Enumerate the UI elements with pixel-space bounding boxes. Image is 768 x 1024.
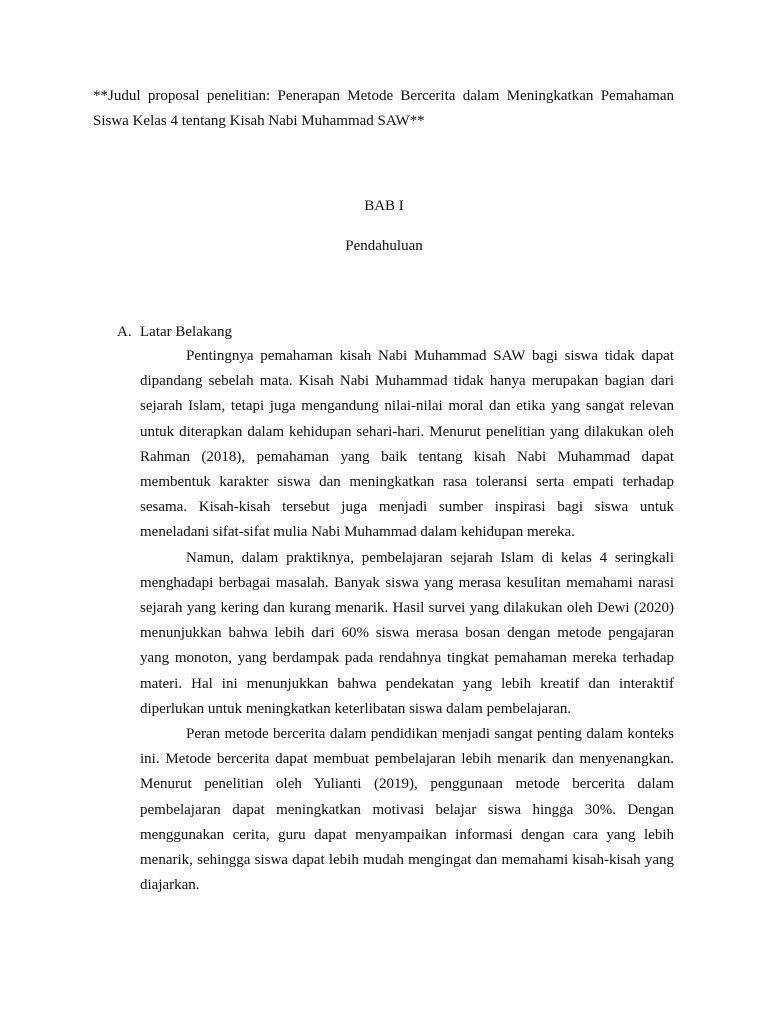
- section-heading-text: Latar Belakang: [140, 324, 233, 340]
- paragraph: Namun, dalam praktiknya, pembelajaran sejarah Islam di kelas 4 seringkali menghadapi berbagai masalah. Banyak siswa yang merasa kesulitan memahami narasi sejarah yang kering dan kurang menarik. Hasil survei yang dilakukan oleh Dewi (2020) menunjukkan bahwa lebih dari 60% siswa merasa bosan dengan metode pengajaran yang monoton, yang berdampak pada rendahnya tingkat pemahaman mereka terhadap materi. Hal ini menunjukkan bahwa pendekatan yang lebih kreatif dan interaktif diperlukan untuk meningkatkan keterlibatan siswa dalam pembelajaran.: [140, 549, 674, 717]
- section-heading: [117, 321, 232, 343]
- chapter-title: Pendahuluan: [345, 238, 423, 254]
- section-letter: A.: [117, 324, 132, 340]
- chapter-number: BAB I: [364, 198, 404, 214]
- paragraph: Pentingnya pemahaman kisah Nabi Muhammad SAW bagi siswa tidak dapat dipandang sebelah mata. Kisah Nabi Muhammad tidak hanya merupakan bagian dari sejarah Islam, tetapi juga mengandung nilai-nilai moral dan etika yang sangat relevan untuk diterapkan dalam kehidupan sehari-hari. Menurut penelitian yang dilakukan oleh Rahman (2018), pemahaman yang baik tentang kisah Nabi Muhammad dapat membentuk karakter siswa dan meningkatkan rasa toleransi serta empati terhadap sesama. Kisah-kisah tersebut juga menjadi sumber inspirasi bagi siswa untuk meneladani sifat-sifat mulia Nabi Muhammad dalam kehidupan mereka.: [140, 348, 674, 541]
- paragraph: Peran metode bercerita dalam pendidikan menjadi sangat penting dalam konteks ini. Metode bercerita dapat membuat pembelajaran lebih menarik dan menyenangkan. Menurut penelitian oleh Yulianti (2019), penggunaan metode bercerita dalam pembelajaran dapat meningkatkan motivasi belajar siswa hingga 30%. Dengan menggunakan cerita, guru dapat menyampaikan informasi dengan cara yang lebih menarik, sehingga siswa dapat lebih mudah mengingat dan memahami kisah-kisah yang diajarkan.: [140, 726, 674, 894]
- proposal-title: **Judul proposal penelitian: Penerapan Metode Bercerita dalam Meningkatkan Pemahaman Siswa Kelas 4 tentang Kisah Nabi Muhammad SAW**: [93, 88, 674, 129]
- section-body: [140, 344, 674, 898]
